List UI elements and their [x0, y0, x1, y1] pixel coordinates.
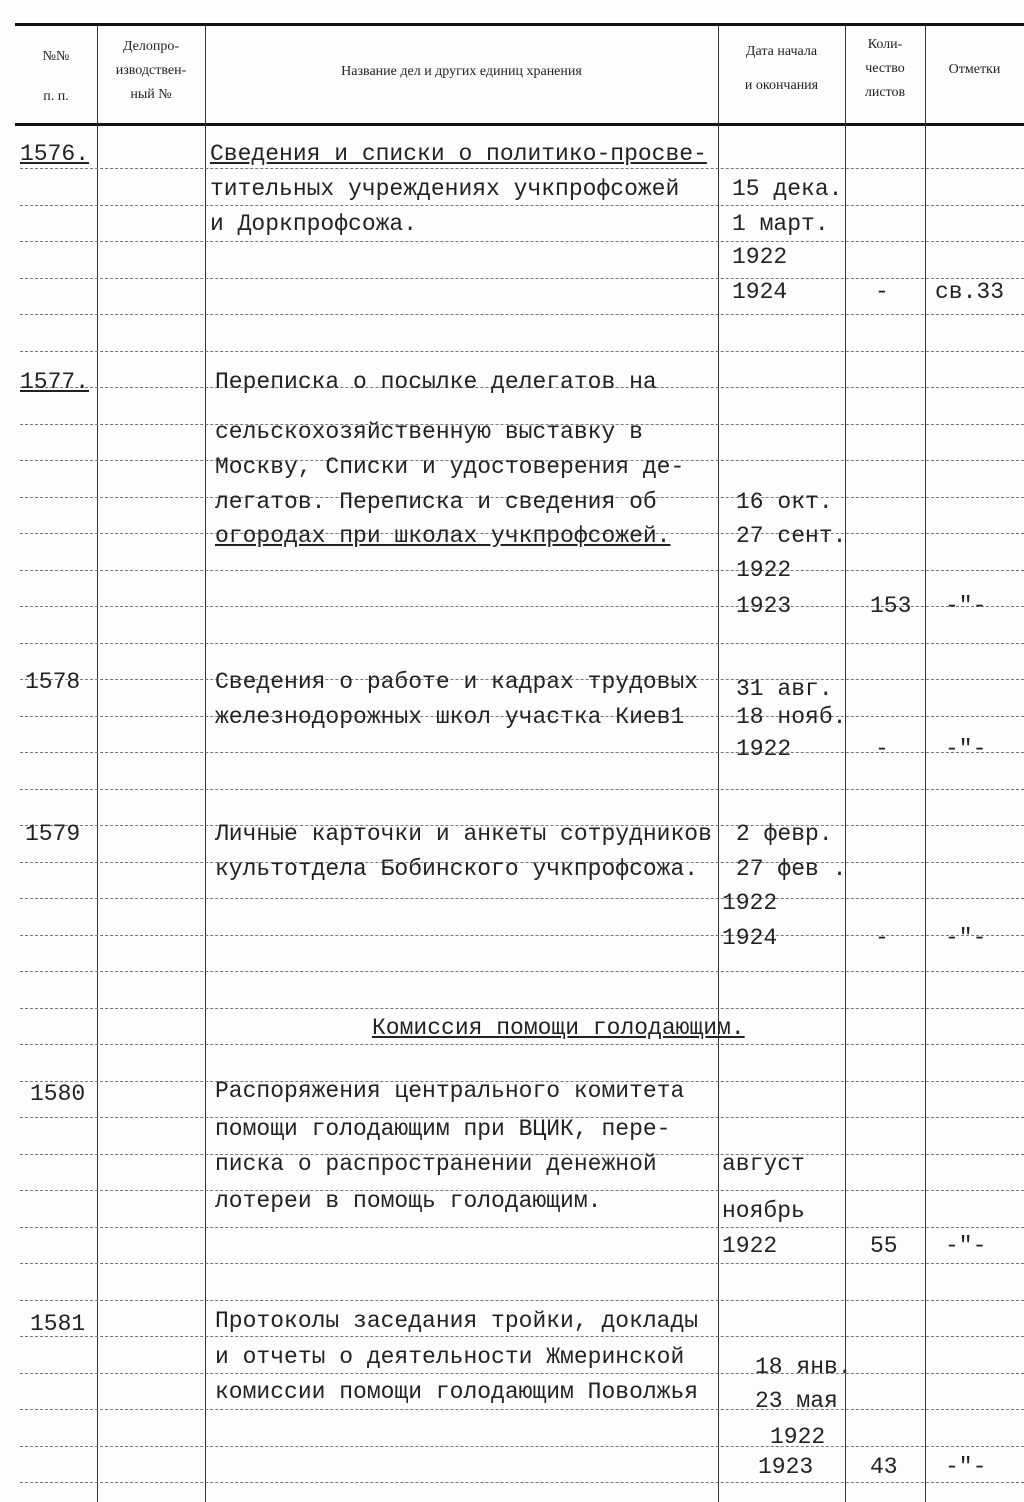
- entry-notes: св.33: [935, 279, 1005, 305]
- entry-title-line: комиссии помощи голодающим Поволжья: [215, 1379, 699, 1405]
- entry-title-line: огородах при школах учкпрофсожей.: [215, 523, 671, 549]
- entry-date: 1923: [736, 593, 792, 619]
- entry-date: 31 авг.: [736, 676, 833, 702]
- entry-sheets: -: [875, 736, 889, 762]
- entry-date: 1922: [736, 736, 792, 762]
- entry-title-line: Переписка о посылке делегатов на: [215, 369, 657, 395]
- entry-title-line: и Доркпрофсожа.: [210, 211, 418, 237]
- column-divider: [925, 25, 926, 1502]
- header-text: изводствен-: [115, 63, 187, 78]
- ruled-line: [20, 898, 1024, 899]
- entry-title-line: культотдела Бобинского учкпрофсожа.: [215, 856, 699, 882]
- entry-number: 1581: [30, 1311, 86, 1337]
- header-number: [15, 45, 97, 109]
- entry-date: август: [722, 1151, 805, 1177]
- entry-date: 1 март.: [732, 211, 829, 237]
- entry-title-line: и отчеты о деятельности Жмеринской: [215, 1344, 685, 1370]
- header-text: и окончания: [744, 78, 819, 93]
- column-divider: [845, 25, 846, 1502]
- ruled-line: [20, 570, 1024, 571]
- entry-sheets: -: [875, 279, 889, 305]
- entry-number: 1579: [25, 821, 81, 847]
- entry-date: 27 фев .: [736, 856, 847, 882]
- entry-date: 2 февр.: [736, 821, 833, 847]
- entry-title-line: Сведения о работе и кадрах трудовых: [215, 669, 699, 695]
- entry-sheets: 43: [870, 1454, 898, 1480]
- ruled-line: [20, 1336, 1024, 1337]
- header-bottom-line: [15, 123, 1024, 126]
- entry-title-line: Москву, Списки и удостоверения де-: [215, 454, 685, 480]
- ruled-line: [20, 789, 1024, 790]
- entry-number: 1577.: [20, 369, 90, 395]
- entry-title-line: сельскохозяйственную выставку в: [215, 419, 643, 445]
- header-notes: Отметки: [948, 62, 1001, 77]
- entry-notes: -"-: [945, 736, 987, 762]
- entry-date: 18 янв.: [755, 1354, 852, 1380]
- entry-title-line: тительных учреждениях учкпрофсожей: [210, 176, 680, 202]
- entry-date: 1924: [732, 279, 788, 305]
- entry-date: 16 окт.: [736, 489, 833, 515]
- entry-notes: -"-: [945, 925, 987, 951]
- ruled-line: [20, 278, 1024, 279]
- entry-date: 1922: [770, 1424, 826, 1450]
- ruled-line: [20, 1373, 1024, 1374]
- ruled-line: [20, 643, 1024, 644]
- ruled-line: [20, 1300, 1024, 1301]
- entry-notes: -"-: [945, 1233, 987, 1259]
- entry-notes: -"-: [945, 1454, 987, 1480]
- entry-date: 1922: [722, 1233, 778, 1259]
- column-divider: [205, 25, 206, 1502]
- ruled-line: [20, 1482, 1024, 1483]
- ruled-line: [20, 752, 1024, 753]
- entry-title-line: Протоколы заседания тройки, доклады: [215, 1308, 699, 1334]
- column-divider: [718, 25, 719, 1502]
- header-text: листов: [864, 85, 906, 100]
- header-text: Делопро-: [122, 39, 180, 54]
- header-text: ный №: [130, 87, 172, 102]
- entry-title-line: Сведения и списки о политико-просве-: [210, 141, 707, 167]
- entry-title-line: железнодорожных школ участка Киев1: [215, 704, 685, 730]
- entry-sheets: -: [875, 925, 889, 951]
- section-heading: Комиссия помощи голодающим.: [372, 1015, 745, 1041]
- entry-date: 1923: [758, 1454, 814, 1480]
- entry-number: 1578: [25, 669, 81, 695]
- header-title: Название дел и других единиц хранения: [341, 64, 582, 79]
- entry-number: 1576.: [20, 141, 90, 167]
- entry-date: 23 мая: [755, 1388, 838, 1414]
- header-sheets: [845, 33, 925, 105]
- entry-date: 27 сент.: [736, 523, 847, 549]
- entry-number: 1580: [30, 1081, 86, 1107]
- ruled-line: [20, 1263, 1024, 1264]
- entry-title-line: лотереи в помощь голодающим.: [215, 1188, 602, 1214]
- column-divider: [97, 25, 98, 1502]
- header-text: чество: [865, 61, 905, 76]
- entry-date: ноябрь: [722, 1198, 805, 1224]
- entry-title-line: легатов. Переписка и сведения об: [215, 489, 657, 515]
- entry-date: 1922: [722, 890, 778, 916]
- entry-title-line: писка о распространении денежной: [215, 1151, 657, 1177]
- ruled-line: [20, 1044, 1024, 1045]
- header-text: Дата начала: [745, 44, 818, 59]
- ruled-line: [20, 1008, 1024, 1009]
- entry-date: 15 дека.: [732, 176, 843, 202]
- header-dates: [718, 40, 845, 98]
- ruled-line: [20, 351, 1024, 352]
- ruled-line: [20, 205, 1024, 206]
- entry-date: 1924: [722, 925, 778, 951]
- ruled-line: [20, 971, 1024, 972]
- ruled-line: [20, 168, 1024, 169]
- entry-notes: -"-: [945, 593, 987, 619]
- header-top-line: [15, 23, 1024, 26]
- header-text: п. п.: [43, 89, 69, 104]
- entry-title-line: Личные карточки и анкеты сотрудников: [215, 821, 712, 847]
- ruled-line: [20, 935, 1024, 936]
- entry-date: 1922: [732, 244, 788, 270]
- entry-sheets: 153: [870, 593, 912, 619]
- entry-title-line: помощи голодающим при ВЦИК, пере-: [215, 1116, 671, 1142]
- header-text: №№: [42, 49, 70, 64]
- header-text: Коли-: [867, 37, 903, 52]
- ruled-line: [20, 241, 1024, 242]
- entry-title-line: Распоряжения центрального комитета: [215, 1078, 685, 1104]
- ruled-line: [20, 1227, 1024, 1228]
- ruled-line: [20, 1446, 1024, 1447]
- entry-sheets: 55: [870, 1233, 898, 1259]
- entry-date: 1922: [736, 557, 792, 583]
- ruled-line: [20, 314, 1024, 315]
- ruled-line: [20, 1409, 1024, 1410]
- header-office-number: [97, 35, 205, 107]
- entry-date: 18 нояб.: [736, 704, 847, 730]
